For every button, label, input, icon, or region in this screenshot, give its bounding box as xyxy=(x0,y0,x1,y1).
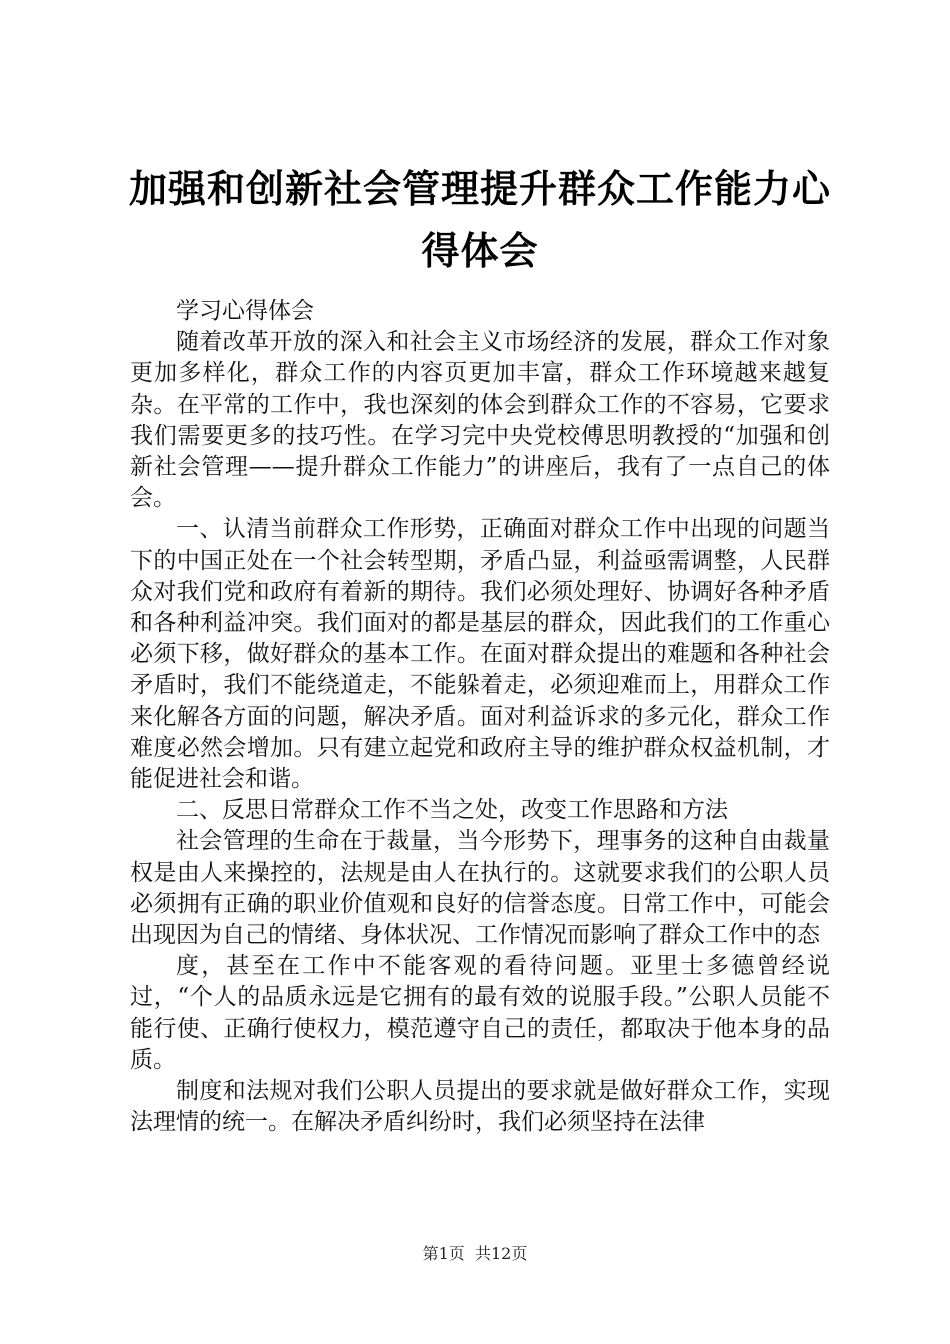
page-footer xyxy=(0,1244,950,1264)
paragraph-rules: 制度和法规对我们公职人员提出的要求就是做好群众工作，实现法理情的统一。在解决矛盾纠纷时，我们必须坚持在法律 xyxy=(130,1078,830,1136)
document-body xyxy=(130,296,830,1138)
paragraph-intro: 随着改革开放的深入和社会主义市场经济的发展，群众工作对象更加多样化，群众工作的内容页更加丰富，群众工作环境越来越复杂。在平常的工作中，我也深刻的体会到群众工作的不容易，它要求我们需要更多的技巧性。在学习完中央党校傅思明教授的“加强和创新社会管理——提升群众工作能力”的讲座后，我有了一点自己的体会。 xyxy=(130,329,830,512)
document-title: 加强和创新社会管理提升群众工作能力心得体会 xyxy=(128,166,831,273)
paragraph-section-one: 一、认清当前群众工作形势，正确面对群众工作中出现的问题当下的中国正处在一个社会转型期，矛盾凸显，利益亟需调整，人民群众对我们党和政府有着新的期待。我们必须处理好、协调好各种矛盾和各种利益冲突。我们面对的都是基层的群众，因此我们的工作重心必须下移，做好群众的基本工作。在面对群众提出的难题和各种社会矛盾时，我们不能绕道走，不能躲着走，必须迎难而上，用群众工作来化解各方面的问题，解决矛盾。面对利益诉求的多元化，群众工作难度必然会增加。只有建立起党和政府主导的维护群众权益机制，才能促进社会和谐。 xyxy=(130,516,830,793)
paragraph-discretion: 社会管理的生命在于裁量，当今形势下，理事务的这种自由裁量权是由人来操控的，法规是由人在执行的。这就要求我们的公职人员必须拥有正确的职业价值观和良好的信誉态度。日常工作中，可能会出现因为自己的情绪、身体状况、工作情况而影响了群众工作中的态 xyxy=(130,828,830,949)
page-number: 第1页 xyxy=(422,1244,465,1263)
page-total: 共12页 xyxy=(474,1244,528,1263)
paragraph-subtitle: 学习心得体会 xyxy=(176,298,314,324)
paragraph-section-two-heading: 二、反思日常群众工作不当之处，改变工作思路和方法 xyxy=(176,797,728,824)
paragraph-quality: 度，甚至在工作中不能客观的看待问题。亚里士多德曾经说过，“个人的品质永远是它拥有的最有效的说服手段。”公职人员能不能行使、正确行使权力，模范遵守自己的责任，都取决于他本身的品质。 xyxy=(130,953,830,1073)
